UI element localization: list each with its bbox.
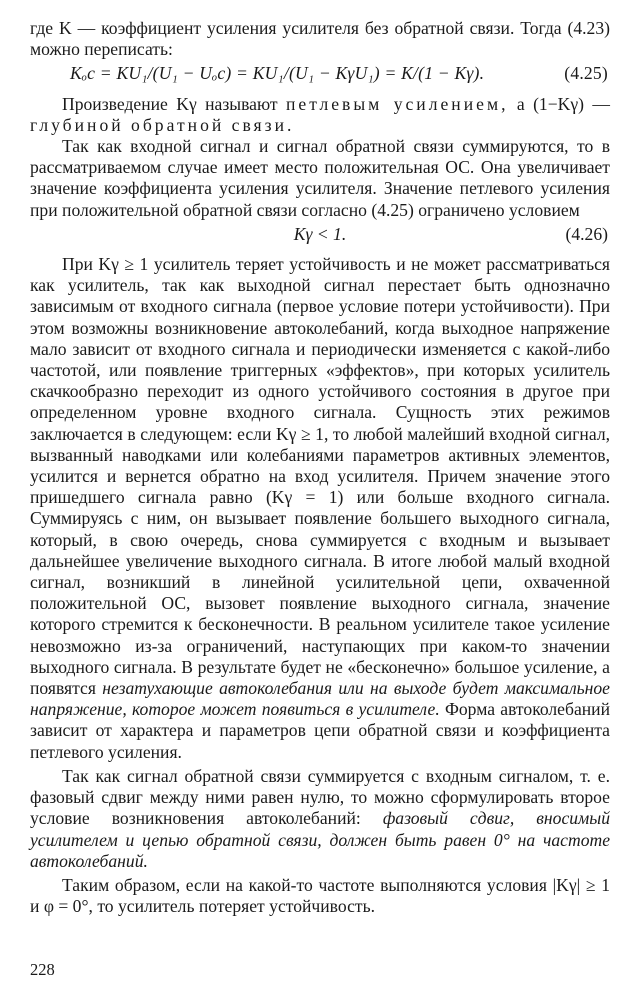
definition-text-1: Произведение Kγ называют <box>62 93 286 114</box>
page-number: 228 <box>30 960 55 979</box>
paragraph-intro: где K — коэффициент усиления усилителя без обратной связи. Тогда (4.23) можно переписать: <box>30 18 610 60</box>
instability-tail: Форма автоколебаний зависит от характера и параметров цепи обратной связи и коэффициента петлевого усиления. <box>30 699 611 762</box>
phase-condition-italic: фазовый сдвиг, вносимый усилителем и цепью обратной связи, должен быть равен 0° на частоте автоколебаний. <box>30 808 610 871</box>
equation-4-26-number: (4.26) <box>565 223 608 244</box>
definition-text-2: а (1−Kγ) — <box>508 93 610 114</box>
equation-4-26-expression: Kγ < 1. <box>293 223 347 244</box>
paragraph-positive-feedback: Так как входной сигнал и сигнал обратной связи суммируются, то в рассматриваемом случае имеет место положительная ОС. Она увеличивает значение коэффициента усиления усилителя. Значение петлевого усиления при положительной обратной связи согласно (4.25) ограничено условием <box>30 136 610 220</box>
equation-4-25-number: (4.25) <box>564 63 608 84</box>
term-feedback-depth: глубиной обратной связи. <box>30 114 295 135</box>
phase-condition-text: Так как сигнал обратной связи суммируется с входным сигналом, т. е. фазовый сдвиг между ними равен нулю, то можно сформулировать второе условие возникновения автоколебаний: <box>30 765 610 829</box>
paragraph-definitions <box>30 94 610 136</box>
instability-text: При Kγ ≥ 1 усилитель теряет устойчивость и не может рассматриваться как усилитель, так как выходной сигнал перестает быть однозначно зависимым от входного сигнала (первое условие потери устойчивости). При этом возможны возникновение автоколебаний, когда выходное напряжение мало зависит от входного сигнала и периодически изменяется с какой-либо частотой, или появление триггерных «эффектов», при которых усилитель скачкообразно переходит из одного устойчивого состояния в другое при определенном уровне входного сигнала. Сущность этих режимов заключается в следующем: если Kγ ≥ 1, то любой малейший входной сигнал, вызванный наводками или колебаниями параметров активных элементов, усилится и вернется обратно на вход усилителя. Причем значение этого пришедшего сигнала равно (Kγ = 1) или больше входного сигнала. Суммируясь с ним, он вызывает появление большего выходного сигнала, который, в свою очередь, снова суммируется с входным и вызывает дальнейшее увеличение выходного сигнала. В итоге любой малый входной сигнал, возникший в линейной усилительной цепи, охваченной положительной ОС, вызовет появление выходного сигнала, значение которого стремится к бесконечности. В реальном усилителе такое усиление невозможно из-за ограничений, наступающих при каком-то значении выходного сигнала. В результате будет не «бесконечно» большое усиление, а появятся <box>30 254 610 699</box>
term-loop-gain: петлевым усилением, <box>285 93 509 114</box>
equation-4-26 <box>30 224 610 245</box>
equation-4-25 <box>30 63 610 84</box>
equation-4-25-expression: Kₒс = KU₁/(U₁ − Uₒс) = KU₁/(U₁ − KγU₁) = K/(1 − Kγ). <box>70 63 485 84</box>
paragraph-instability <box>30 254 610 763</box>
instability-italic: незатухающие автоколебания или на выходе будет максимальное напряжение, которое может появиться в усилителе. <box>30 678 610 720</box>
paragraph-conclusion: Таким образом, если на какой-то частоте выполняются условия |Kγ| ≥ 1 и φ = 0°, то усилитель потеряет устойчивость. <box>30 874 610 917</box>
paragraph-phase-condition <box>30 766 610 872</box>
